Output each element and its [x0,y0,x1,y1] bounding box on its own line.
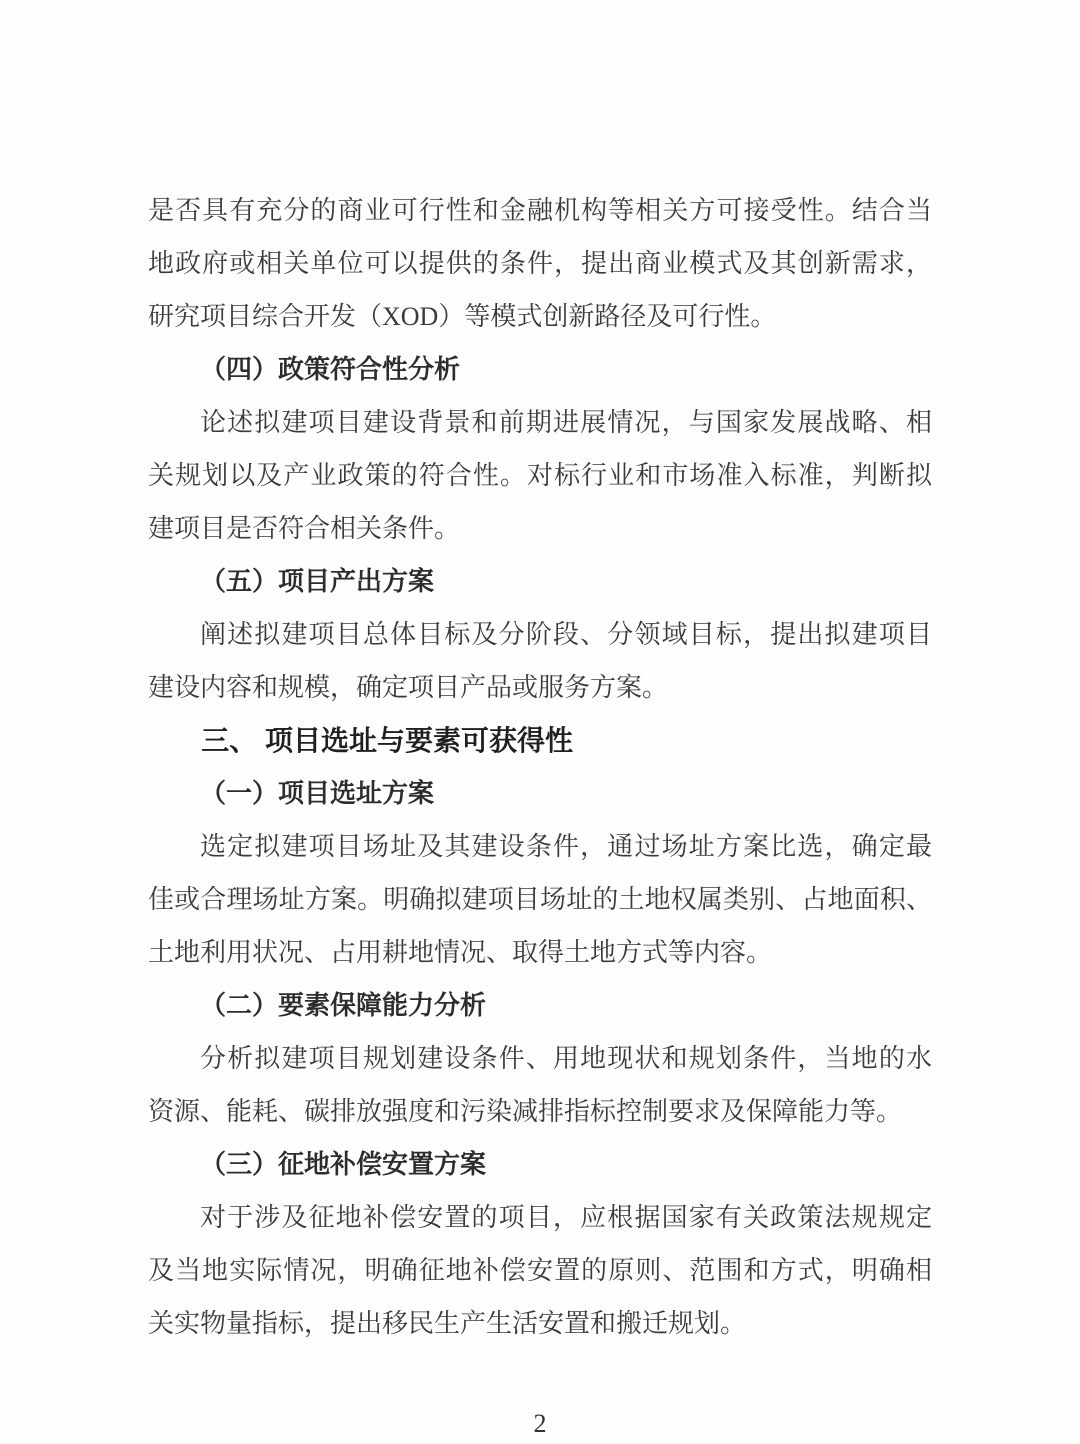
paragraph-line: 资源、能耗、碳排放强度和污染减排指标控制要求及保障能力等。 [148,1097,903,1126]
page-footer [0,1404,1080,1444]
page-number: 2 [533,1409,547,1438]
paragraph-line: 选定拟建项目场址及其建设条件，通过场址方案比选，确定最 [200,832,932,861]
paragraph-line: 建项目是否符合相关条件。 [148,514,461,543]
section-heading: 三、 项目选址与要素可获得性 [201,725,573,756]
paragraph [148,184,932,343]
sub-heading: （一）项目选址方案 [200,779,435,808]
paragraph-line: 研究项目综合开发（XOD）等模式创新路径及可行性。 [148,302,777,331]
paragraph [148,1032,932,1138]
paragraph-line: 对于涉及征地补偿安置的项目，应根据国家有关政策法规规定 [200,1203,932,1232]
paragraph-line: 关规划以及产业政策的符合性。对标行业和市场准入标准，判断拟 [148,461,932,490]
paragraph-line: 佳或合理场址方案。明确拟建项目场址的土地权属类别、占地面积、 [148,885,932,914]
paragraph-line: 地政府或相关单位可以提供的条件，提出商业模式及其创新需求， [148,249,932,278]
paragraph [148,820,932,979]
paragraph-line: 论述拟建项目建设背景和前期进展情况，与国家发展战略、相 [200,408,932,437]
paragraph-line: 是否具有充分的商业可行性和金融机构等相关方可接受性。结合当 [148,196,932,225]
sub-heading: （五）项目产出方案 [200,567,435,596]
paragraph [148,1191,932,1350]
paragraph-line: 及当地实际情况，明确征地补偿安置的原则、范围和方式，明确相 [148,1256,932,1285]
sub-heading: （二）要素保障能力分析 [200,991,487,1020]
paragraph [148,396,932,555]
paragraph-line: 阐述拟建项目总体目标及分阶段、分领域目标，提出拟建项目 [200,620,932,649]
document-content [148,184,932,1350]
paragraph-line: 关实物量指标，提出移民生产生活安置和搬迁规划。 [148,1309,747,1338]
paragraph-line: 分析拟建项目规划建设条件、用地现状和规划条件，当地的水 [200,1044,932,1073]
paragraph [148,608,932,714]
paragraph-line: 土地利用状况、占用耕地情况、取得土地方式等内容。 [148,938,773,967]
sub-heading: （三）征地补偿安置方案 [200,1150,487,1179]
sub-heading: （四）政策符合性分析 [200,355,461,384]
paragraph-line: 建设内容和规模，确定项目产品或服务方案。 [148,673,669,702]
